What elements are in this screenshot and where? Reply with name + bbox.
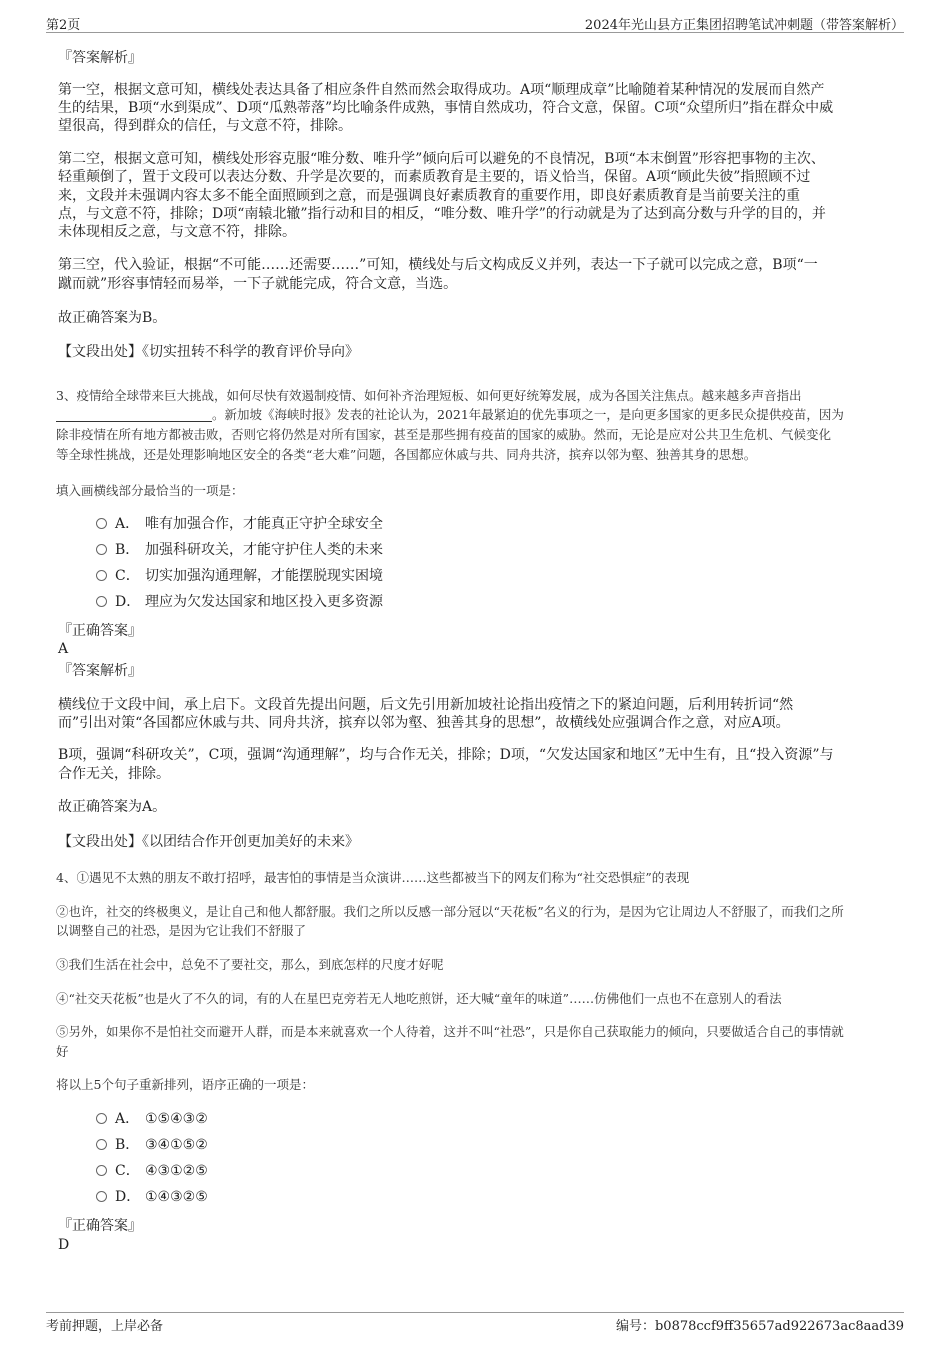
radio-icon[interactable]	[96, 1113, 107, 1124]
q2-analysis-p3-l1: 第三空，代入验证，根据“不可能……还需要……”可知，横线处与后文构成反义并列，表达一下子就可以完成之意，B项“一	[58, 257, 818, 273]
radio-icon[interactable]	[96, 518, 107, 529]
q4-sentence-2-l1: ②也许，社交的终极奥义，是让自己和他人都舒服。我们之所以反感一部分冠以“天花板”名义的行为，是因为它让周边人不舒服了，而我们之所	[56, 904, 844, 919]
q3-stem-l3: 除非疫情在所有地方都被击败，否则它将仍然是对所有国家，甚至是那些拥有疫苗的国家的威胁。然而，无论是应对公共卫生危机、气候变化	[56, 427, 832, 442]
footer-slogan: 考前押题，上岸必备	[46, 1319, 164, 1334]
q4-option-b[interactable]: B． ③④①⑤②	[96, 1135, 208, 1155]
radio-icon[interactable]	[96, 570, 107, 581]
q3-stem-l1: 3、疫情给全球带来巨大挑战，如何尽快有效遏制疫情、如何补齐治理短板、如何更好统筹发展，成为各国关注焦点。越来越多声音指出	[56, 388, 802, 403]
radio-icon[interactable]	[96, 1191, 107, 1202]
q3-stem-l4: 等全球性挑战，还是处理影响地区安全的各类“老大难”问题，各国都应休戚与共、同舟共济，摈弃以邻为壑、独善其身的思想。	[56, 447, 757, 462]
q4-sentence-1: 4、①遇见不太熟的朋友不敢打招呼，最害怕的事情是当众演讲……这些都被当下的网友们称为“社交恐惧症”的表现	[56, 870, 690, 885]
q2-analysis-p2-l5: 未体现相反之意，与文意不符，排除。	[58, 224, 296, 240]
q4-option-c[interactable]: C． ④③①②⑤	[96, 1161, 208, 1181]
q2-analysis-p2-l1: 第二空，根据文意可知，横线处形容克服“唯分数、唯升学”倾向后可以避免的不良情况，B项“本末倒置”形容把事物的主次、	[58, 151, 825, 167]
page-number: 第2页	[46, 18, 81, 33]
q4-sentence-3: ③我们生活在社会中，总免不了要社交，那么，到底怎样的尺度才好呢	[56, 957, 444, 972]
document-title: 2024年光山县方正集团招聘笔试冲刺题（带答案解析）	[584, 18, 904, 33]
q4-correct-title: 『正确答案』	[58, 1218, 142, 1234]
q4-option-d[interactable]: D． ①④③②⑤	[96, 1187, 208, 1207]
q2-conclusion: 故正确答案为B。	[58, 310, 167, 326]
q3-correct-title: 『正确答案』	[58, 623, 142, 639]
q3-analysis-p2-l2: 合作无关，排除。	[58, 766, 170, 782]
q4-option-a[interactable]: A． ①⑤④③②	[96, 1109, 208, 1129]
q4-sentence-4: ④“社交天花板”也是火了不久的词，有的人在星巴克旁若无人地吃煎饼，还大喊“童年的味道”……仿佛他们一点也不在意别人的看法	[56, 991, 782, 1006]
page-header	[46, 12, 904, 33]
radio-icon[interactable]	[96, 1165, 107, 1176]
q3-analysis-title: 『答案解析』	[58, 663, 142, 679]
radio-icon[interactable]	[96, 596, 107, 607]
q2-analysis-title: 『答案解析』	[58, 50, 142, 66]
q2-analysis-p1-l2: 生的结果，B项“水到渠成”、D项“瓜熟蒂落”均比喻条件成熟，事情自然成功，符合文意，保留。C项“众望所归”指在群众中威	[58, 100, 834, 116]
q4-correct-answer: D	[58, 1237, 70, 1253]
q2-analysis-p2-l2: 轻重颠倒了，置于文段可以表达分数、升学是次要的，而素质教育是主要的，语义恰当，保留。A项“顾此失彼”指照顾不过	[58, 169, 811, 185]
radio-icon[interactable]	[96, 1139, 107, 1150]
q4-sentence-2-l2: 以调整自己的社恐，是因为它让我们不舒服了	[56, 923, 307, 938]
q3-option-d[interactable]: D． 理应为欠发达国家和地区投入更多资源	[96, 592, 383, 612]
q2-analysis-p1-l1: 第一空，根据文意可知，横线处表达具备了相应条件自然而然会取得成功。A项“顺理成章”比喻随着某种情况的发展而自然产	[58, 82, 825, 98]
q4-prompt: 将以上5个句子重新排列，语序正确的一项是：	[56, 1077, 314, 1092]
q2-source: 【文段出处】《切实扭转不科学的教育评价导向》	[58, 344, 359, 360]
fill-blank	[56, 407, 212, 422]
q3-conclusion: 故正确答案为A。	[58, 799, 167, 815]
page-footer	[46, 1312, 904, 1337]
q3-source: 【文段出处】《以团结合作开创更加美好的未来》	[58, 834, 359, 850]
q4-sentence-5-l1: ⑤另外，如果你不是怕社交而避开人群，而是本来就喜欢一个人待着，这并不叫“社恐”，只是你自己获取能力的倾向，只要做适合自己的事情就	[56, 1024, 844, 1039]
q2-analysis-p1-l3: 望很高，得到群众的信任，与文意不符，排除。	[58, 118, 352, 134]
q3-analysis-p1-l2: 而”引出对策“各国都应休戚与共、同舟共济，摈弃以邻为壑、独善其身的思想”，故横线处应强调合作之意，对应A项。	[58, 715, 790, 731]
q3-analysis-p2-l1: B项，强调“科研攻关”，C项，强调“沟通理解”，均与合作无关，排除；D项，“欠发达国家和地区”无中生有，且“投入资源”与	[58, 747, 834, 763]
q2-analysis-p2-l3: 来，文段并未强调内容太多不能全面照顾到之意，而是强调良好素质教育的重要作用，即良好素质教育是当前要关注的重	[58, 188, 800, 204]
q2-analysis-p3-l2: 蹴而就”形容事情轻而易举，一下子就能完成，符合文意，当选。	[58, 276, 458, 292]
document-id: 编号：b0878ccf9ff35657ad922673ac8aad39	[615, 1319, 904, 1334]
q3-correct-answer: A	[58, 641, 69, 657]
q3-option-c[interactable]: C． 切实加强沟通理解，才能摆脱现实困境	[96, 566, 383, 586]
q2-analysis-p2-l4: 点，与文意不符，排除；D项“南辕北辙”指行动和目的相反，“唯分数、唯升学”的行动就是为了达到高分数与升学的目的，并	[58, 206, 826, 222]
radio-icon[interactable]	[96, 544, 107, 555]
q3-option-b[interactable]: B． 加强科研攻关，才能守护住人类的未来	[96, 540, 383, 560]
q3-option-a[interactable]: A． 唯有加强合作，才能真正守护全球安全	[96, 514, 383, 534]
q3-prompt: 填入画横线部分最恰当的一项是：	[56, 483, 244, 498]
q4-sentence-5-l2: 好	[56, 1044, 69, 1059]
q3-analysis-p1-l1: 横线位于文段中间，承上启下。文段首先提出问题，后文先引用新加坡社论指出疫情之下的紧迫问题，后利用转折词“然	[58, 697, 794, 713]
q3-stem-l2: 。新加坡《海峡时报》发表的社论认为，2021年最紧迫的优先事项之一，是向更多国家的更多民众提供疫苗，因为	[56, 405, 844, 424]
